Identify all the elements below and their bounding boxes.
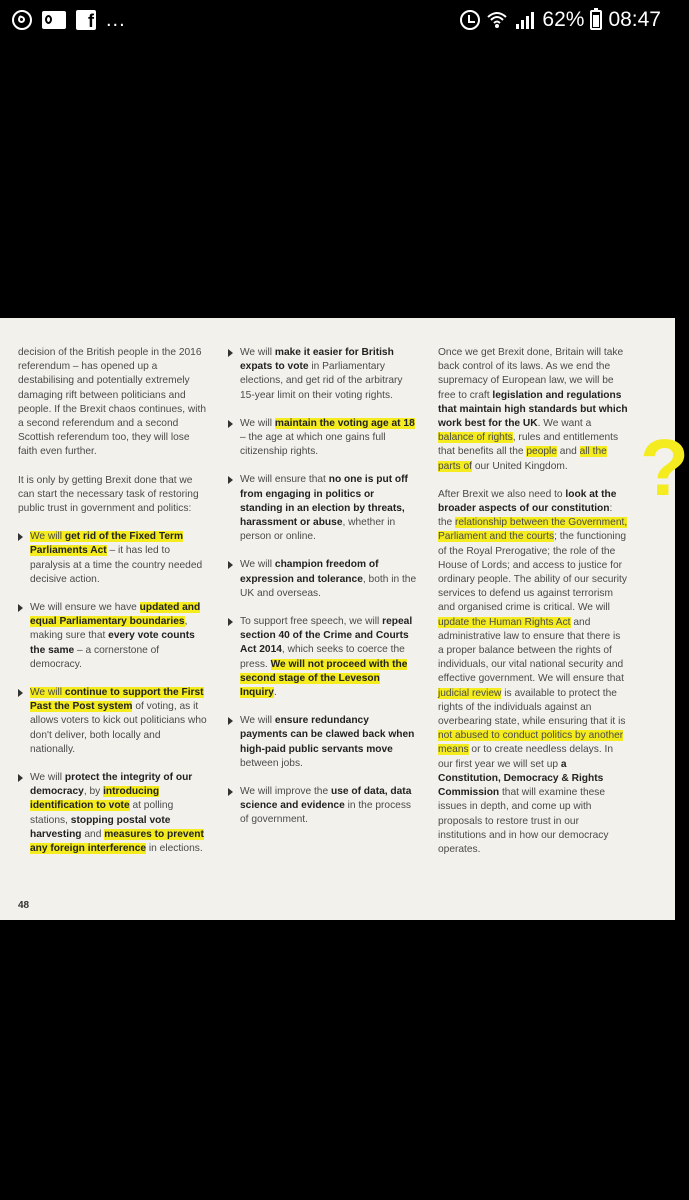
column-middle (228, 346, 418, 842)
bullet-item: We will champion freedom of expression and tolerance, both in the UK and overseas. (228, 558, 418, 601)
bullet-item: We will make it easier for British expats to vote in Parliamentary elections, and get rid of the arbitrary 15-year limit on their voting rights. (228, 346, 418, 403)
signal-icon (514, 10, 536, 30)
battery-percent: 62% (542, 8, 585, 31)
whatsapp-icon (12, 10, 32, 30)
column-left (18, 346, 208, 870)
clock: 08:47 (608, 8, 661, 31)
bullet-item: We will ensure that no one is put off from engaging in politics or standing in an election by threats, harassment or abuse, whether in person or online. (228, 473, 418, 544)
bullet-item: We will ensure we have updated and equal Parliamentary boundaries, making sure that every vote counts the same – a cornerstone of democracy. (18, 601, 208, 672)
column-right (438, 346, 628, 871)
bullet-item: We will protect the integrity of our democracy, by introducing identification to vote at polling stations, stopping postal vote harvesting and measures to prevent any foreign interference in elections. (18, 771, 208, 856)
paragraph: decision of the British people in the 2016 referendum – has opened up a destabilising and potentially extremely damaging rift between politicians and people. If the Brexit chaos continues, with a second referendum and a second Scottish referendum too, they will lose faith even further. (18, 347, 207, 458)
facebook-icon: f (76, 10, 96, 30)
paragraph: After Brexit we also need to look at the broader aspects of our constitution: the relationship between the Government, Parliament and the courts; the functioning of the Royal Prerogative; the role of the House of Lords; and access to justice for ordinary people. The ability of our security services to defend us against terrorism and organised crime is critical. We will update the Human Rights Act and administrative law to ensure that there is a proper balance between the rights of individuals, our vital national security and effective government. We will ensure that judicial review is available to protect the rights of the individuals against an overbearing state, while ensuring that it is not abused to conduct politics by another means or to create needless delays. In our first year we will set up a Constitution, Democracy & Rights Commission that will examine these issues in depth, and come up with proposals to restore trust in our institutions and in how our democracy operates. (438, 488, 628, 855)
handwritten-question-mark: ? (640, 423, 689, 512)
status-bar (0, 0, 675, 40)
notification-icons (12, 8, 126, 32)
paragraph: It is only by getting Brexit done that we can start the necessary task of restoring public trust in government and politics: (18, 474, 199, 515)
paragraph: Once we get Brexit done, Britain will take back control of its laws. As we end the supremacy of European law, we will be free to craft legislation and regulations that maintain high standards but which work best for the UK. We want a balance of rights, rules and entitlements that benefits all the people and all the parts of our United Kingdom. (438, 347, 628, 472)
outlook-icon (42, 11, 66, 29)
wifi-icon (486, 9, 508, 31)
alarm-icon (460, 10, 480, 30)
system-icons (460, 6, 661, 34)
bullet-item: We will ensure redundancy payments can be clawed back when high-paid public servants move between jobs. (228, 714, 418, 771)
more-notifications: ... (106, 8, 126, 31)
bullet-item: We will get rid of the Fixed Term Parliaments Act – it has led to paralysis at a time the country needed decisive action. (18, 530, 208, 587)
document-photo[interactable] (0, 318, 689, 920)
bullet-item: To support free speech, we will repeal section 40 of the Crime and Courts Act 2014, which seeks to coerce the press. We will not proceed with the second stage of the Leveson Inquiry. (228, 615, 418, 700)
bullet-item: We will maintain the voting age at 18 – the age at which one gains full citizenship rights. (228, 417, 418, 460)
page-number: 48 (18, 900, 30, 911)
battery-icon (590, 10, 602, 30)
bullet-item: We will continue to support the First Past the Post system of voting, as it allows voters to kick out politicians who don't deliver, both locally and nationally. (18, 686, 208, 757)
bullet-item: We will improve the use of data, data science and evidence in the process of government. (228, 785, 418, 828)
